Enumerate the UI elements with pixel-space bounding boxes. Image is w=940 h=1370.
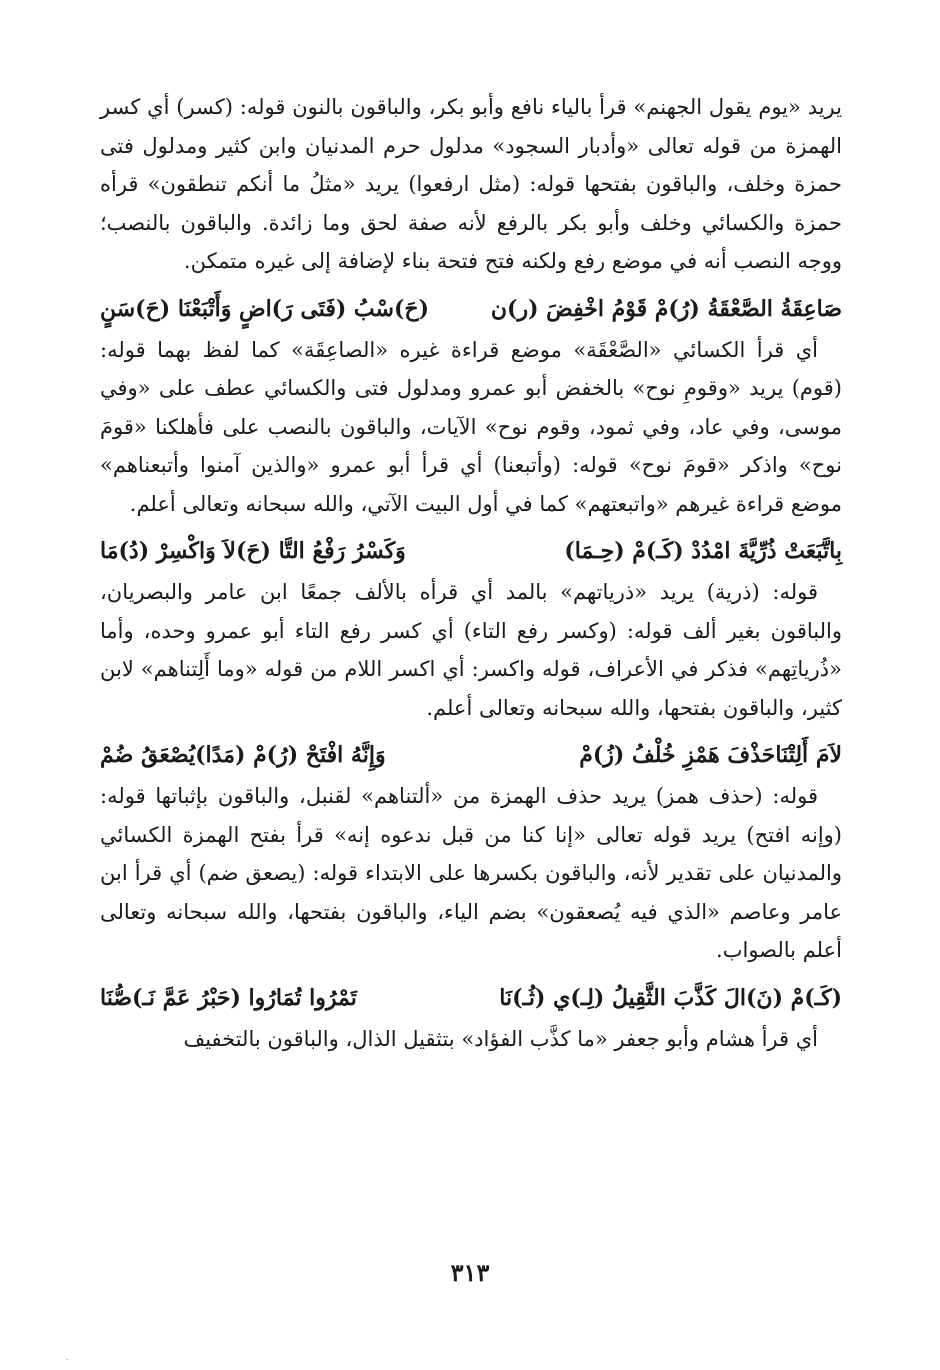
verse-4-left-hemistich: تَمْرُوا تُمَارُوا (حَبْرُ عَمَّ نَـ)صُّنَا — [100, 984, 357, 1011]
verse-2-right-hemistich: بِاتَّبَعَتْ ذُرِّيَّةَ امْدُدْ (كَـ)مْ (حِـمَا) — [564, 538, 842, 564]
verse-line-1 — [100, 289, 842, 329]
verse-line-4 — [100, 978, 842, 1018]
paragraph-3: قوله: (ذرية) يريد «ذرياتهم» بالمد أي قرأه بالألف جمعًا ابن عامر والبصريان، والباقون بغير ألف قوله: (وكسر رفع التاء) أي كسر رفع التاء أبو عمرو وحده، وأما «ذُرياتِهم» فذكر في الأعراف، قوله واكسر: أي اكسر اللام من قوله «وما أَلِتناهم» لابن كثير، والباقون بفتحها، والله سبحانه وتعالى أعلم. — [100, 580, 842, 720]
paragraph-4: قوله: (حذف همز) يريد حذف الهمزة من «ألتناهم» لقنبل، والباقون بإثباتها قوله: (وإنه افتح) يريد قوله تعالى «إنا كنا من قبل ندعوه إنه» قرأ بفتح الهمزة الكسائي والمدنيان على تقدير لأنه، والباقون بكسرها على الابتداء قوله: (يصعق ضم) أي قرأ ابن عامر وعاصم «الذي فيه يُصعقون» بضم الياء، والباقون بفتحها، والله سبحانه وتعالى أعلم بالصواب. — [100, 784, 842, 962]
paragraph-1: يريد «يوم يقول الجهنم» قرأ بالياء نافع وأبو بكر، والباقون بالنون قوله: (كسر) أي كسر الهمزة من قوله تعالى «وأدبار السجود» مدلول حرم المدنيان وابن كثير ومدلول فتى حمزة وخلف، والباقون بفتحها قوله: (مثل ارفعوا) يريد «مثلُ ما أنكم تنطقون» قرأه حمزة والكسائي وخلف وأبو بكر بالرفع لأنه صفة لحق وما زائدة. والباقون بالنصب؛ ووجه النصب أنه في موضع رفع ولكنه فتح فتحة بناء لإضافة إلى غيره متمكن. — [100, 95, 842, 273]
verse-line-2 — [100, 531, 842, 571]
verse-1-right-hemistich: صَاعِقَةُ الصَّعْقَةُ (رُ)مْ قَوْمُ اخْفِضَ (ر)ن — [490, 295, 842, 322]
verse-2-left-hemistich: وَكَسْرُ رَفْعُ التَّا (حَ)لاَ وَاكْسِرْ (دُ)مَا — [100, 538, 406, 564]
verse-1-left-hemistich: (حَ)سْبُ (فَتَى رَ)اضٍ وَأَتْبَعْنَا (حَ)سَنٍ — [100, 295, 429, 322]
verse-line-3 — [100, 735, 842, 775]
verse-3-left-hemistich: وَإِنَّهُ افْتَحْ (رُ)مْ (مَدًا)يُصْعَقُ ضُمْ — [100, 742, 386, 768]
verse-3-right-hemistich: لاَمَ أَلِتْنَاحَذْفَ هَمْزِ خُلْفُ (زُ)مْ — [579, 742, 842, 768]
paragraph-5: أي قرأ هشام وأبو جعفر «ما كذَّب الفؤاد» بتثقيل الذال، والباقون بالتخفيف — [183, 1026, 818, 1051]
verse-4-right-hemistich: (كَـ)مْ (نَ)الَ كَذَّبَ الثَّقِيلُ (لِـ)ي (ثُـ)نَا — [499, 984, 842, 1011]
book-page — [100, 88, 842, 1318]
paragraph-2: أي قرأ الكسائي «الصَّعْقَة» موضع قراءة غيره «الصاعِقَة» كما لفظ بهما قوله: (قوم) يريد «وقومِ نوح» بالخفض أبو عمرو ومدلول فتى والكسائي عطف على «وفي موسى، وفي عاد، وفي ثمود، وقوم نوح» الآيات، والباقون بالنصب على فأهلكنا «قومَ نوح» واذكر «قومَ نوح» قوله: (وأتبعنا) أي قرأ أبو عمرو «والذين آمنوا وأتبعناهم» موضع قراءة غيرهم «واتبعتهم» كما في أول البيت الآتي، والله سبحانه وتعالى أعلم. — [100, 337, 842, 516]
margin-mark: . — [66, 1353, 69, 1362]
page-number: ٣١٣ — [450, 1258, 490, 1287]
